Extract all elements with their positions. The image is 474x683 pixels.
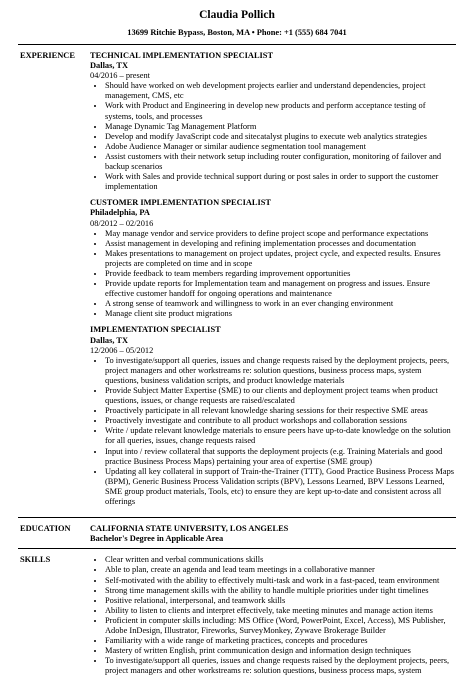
- bullet-item: • Should have worked on web development projects earlier and understand dependencies, project management, CMS, etc: [105, 81, 456, 101]
- job-dates: 12/2006 – 05/2012: [90, 345, 154, 355]
- job-entry: [90, 198, 456, 319]
- bullet-item: • Proactively participate in all relevant knowledge sharing sessions for their respective SME areas: [105, 406, 456, 416]
- bullet-item: • Proficient in computer skills including: MS Office (Word, PowerPoint, Excel, Access), MS Publisher, Adobe InDesign, Illustrator, Fireworks, SurveyMonkey, Zywave Brokerage Builder: [105, 616, 456, 636]
- job-dates: 04/2016 – present: [90, 71, 151, 81]
- job-dates: 08/2012 – 02/2016: [90, 218, 154, 228]
- bullet-item: • Write / update relevant knowledge materials to ensure peers have up-to-date knowledge on the solution for all queries, issues, change requests raised: [105, 426, 456, 446]
- education-heading: EDUCATION: [20, 524, 71, 534]
- bullet-item: • To investigate/support all queries, issues and change requests raised by the deployment projects, peers, project managers and other workstreams re: solution questions, business process maps, system questions, business validation scripts, and product knowledge materials: [105, 356, 456, 386]
- experience-body: [90, 51, 456, 513]
- bullet-item: • Manage client site product migrations: [105, 309, 456, 319]
- experience-section: [18, 51, 456, 513]
- bullet-item: • Provide Subject Matter Expertise (SME) to our clients and deployment project teams when product questions, issues, or change requests are raised/escalated: [105, 386, 456, 406]
- bullet-item: • Familiarity with a wide range of marketing practices, concepts and procedures: [105, 636, 456, 646]
- job-title: TECHNICAL IMPLEMENTATION SPECIALIST: [90, 51, 274, 60]
- candidate-name: Claudia Pollich: [199, 9, 275, 21]
- bullet-item: • Assist management in developing and refining implementation processes and documentation: [105, 239, 456, 249]
- skills-section: [18, 555, 456, 676]
- degree: Bachelor's Degree in Applicable Area: [90, 534, 224, 544]
- bullet-item: • To investigate/support all queries, issues and change requests raised by the deployment projects, peers, project managers and other workstreams re: solution questions, business process maps, system: [105, 656, 456, 676]
- bullet-item: • Clear written and verbal communications skills: [105, 555, 456, 565]
- job-entry: [90, 325, 456, 507]
- bullet-item: • Able to plan, create an agenda and lead team meetings in a collaborative manner: [105, 565, 456, 575]
- job-location: Philadelphia, PA: [90, 208, 150, 218]
- bullet-item: • Input into / review collateral that supports the deployment projects (e.g. Training Materials and good practice Business Process Maps) pertaining your area of expertise (SME group): [105, 447, 456, 467]
- bullet-item: • Strong time management skills with the ability to handle multiple priorities under tight timelines: [105, 586, 456, 596]
- job-location: Dallas, TX: [90, 61, 129, 71]
- bullet-item: • A strong sense of teamwork and willingness to work in an ever changing environment: [105, 299, 456, 309]
- job-bullets: [90, 356, 456, 507]
- contact-line: 13699 Ritchie Bypass, Boston, MA • Phone: +1 (555) 684 7041: [127, 28, 347, 37]
- job-title: CUSTOMER IMPLEMENTATION SPECIALIST: [90, 198, 272, 208]
- bullet-item: • Positive relational, interpersonal, and teamwork skills: [105, 596, 456, 606]
- bullet-item: • Manage Dynamic Tag Management Platform: [105, 122, 456, 132]
- bullet-item: • Assist customers with their network setup including router configuration, monitoring of failover and backup scenarios: [105, 152, 456, 172]
- header-rule: [18, 44, 456, 45]
- bullet-item: • Ability to listen to clients and interpret effectively, take meeting minutes and manage action items: [105, 606, 456, 616]
- section-divider: [18, 548, 456, 549]
- education-body: [90, 524, 456, 544]
- school-name: CALIFORNIA STATE UNIVERSITY, LOS ANGELES: [90, 524, 289, 534]
- education-section: [18, 524, 456, 544]
- bullet-item: • May manage vendor and service providers to define project scope and performance expectations: [105, 229, 456, 239]
- bullet-item: • Proactively investigate and contribute to all product workshops and collaboration sessions: [105, 416, 456, 426]
- skills-body: [90, 555, 456, 676]
- bullet-item: • Provide feedback to team members regarding improvement opportunities: [105, 269, 456, 279]
- job-bullets: [90, 229, 456, 320]
- bullet-item: • Adobe Audience Manager or similar audience segmentation tool management: [105, 142, 456, 152]
- job-entry: [90, 51, 456, 192]
- bullet-item: • Updating all key collateral in support of Train-the-Trainer (TTT), Good Practice Business Process Maps (BPM), Generic Business Process Validation scripts (BPV), Lessons Learned, BPV Lessons Learned, SME group product materials, Tools, etc) to ensure they are kept up-to-date and consistent across all offerings: [105, 467, 456, 507]
- experience-heading: EXPERIENCE: [20, 51, 75, 60]
- section-divider: [18, 517, 456, 518]
- skills-heading: SKILLS: [20, 555, 51, 565]
- bullet-item: • Mastery of written English, print communication design and information design techniques: [105, 646, 456, 656]
- job-title: IMPLEMENTATION SPECIALIST: [90, 325, 221, 335]
- bullet-item: • Makes presentations to management on project updates, project cycle, and expected results. Ensures projects are completed on time and in scope: [105, 249, 456, 269]
- bullet-item: • Develop and modify JavaScript code and sitecatalyst plugins to execute web analytics strategies: [105, 132, 456, 142]
- bullet-item: • Provide update reports for Implementation team and management on progress and issues. Ensure effective customer handoff for ongoing operations and maintenance: [105, 279, 456, 299]
- skills-bullets: [90, 555, 456, 676]
- bullet-item: • Work with Product and Engineering in develop new products and perform acceptance testing of systems, tools, and processes: [105, 101, 456, 121]
- job-bullets: [90, 81, 456, 192]
- job-location: Dallas, TX: [90, 335, 129, 345]
- bullet-item: • Self-motivated with the ability to effectively multi-task and work in a fast-paced, team environment: [105, 576, 456, 586]
- bullet-item: • Work with Sales and provide technical support during or post sales in order to support the customer implementation: [105, 172, 456, 192]
